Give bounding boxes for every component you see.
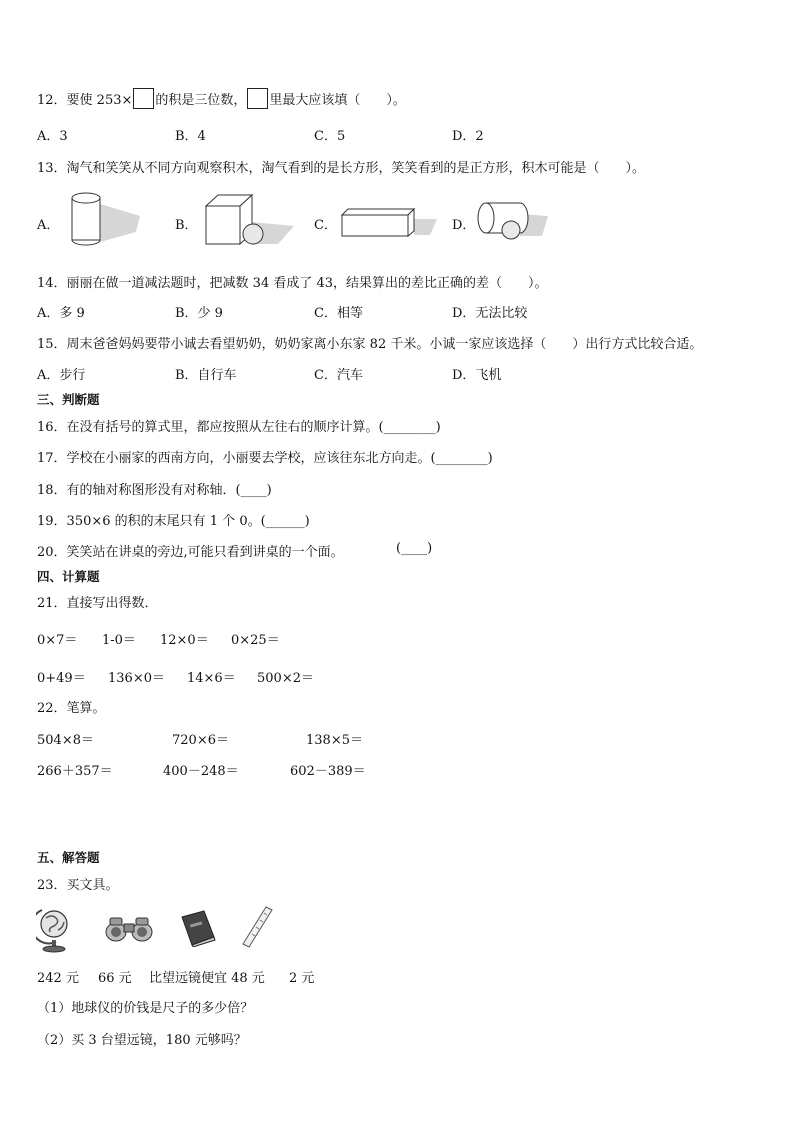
q13-label-d[interactable]: D． xyxy=(452,218,476,233)
globe-icon xyxy=(36,902,72,954)
q12-answer-box-2[interactable] xyxy=(247,88,268,109)
q12-mid: 的积是三位数， xyxy=(155,93,247,108)
cylinder-image xyxy=(62,190,142,250)
q22-item: 602－389＝ xyxy=(290,764,366,779)
q18-text: 18．有的轴对称图形没有对称轴．(____) xyxy=(37,483,272,498)
q21-item: 0×7＝ xyxy=(37,633,78,648)
q13-text: 13．淘气和笑笑从不同方向观察积木，淘气看到的是长方形，笑笑看到的是正方形，积木可能是（ ）。 xyxy=(37,161,646,176)
q12-option-d[interactable]: D．2 xyxy=(452,129,484,144)
q23-sub-2: （2）买 3 台望远镜，180 元够吗？ xyxy=(37,1033,247,1048)
q22-item: 266＋357＝ xyxy=(37,764,113,779)
q13-label-b[interactable]: B． xyxy=(175,218,198,233)
q19-text: 19．350×6 的积的末尾只有 1 个 0。(______) xyxy=(37,514,310,529)
q21-item: 14×6＝ xyxy=(187,671,236,686)
q15-text: 15．周末爸爸妈妈要带小诚去看望奶奶，奶奶家离小东家 82 千米。小诚一家应该选择（ ）出行方式比较合适。 xyxy=(37,337,703,352)
q15-option-a[interactable]: A．步行 xyxy=(37,368,86,383)
q22-item: 138×5＝ xyxy=(306,733,363,748)
q21-item: 12×0＝ xyxy=(160,633,209,648)
globe-price: 242 元 xyxy=(37,971,79,986)
q12-option-c[interactable]: C．5 xyxy=(314,129,346,144)
q14-option-c[interactable]: C．相等 xyxy=(314,306,363,321)
cuboid-image xyxy=(338,205,438,241)
section-4-heading: 四、计算题 xyxy=(37,569,100,584)
q12-line xyxy=(37,88,406,109)
ruler-price: 2 元 xyxy=(289,971,315,986)
q14-option-a[interactable]: A．多 9 xyxy=(37,306,85,321)
section-3-heading: 三、判断题 xyxy=(37,392,100,407)
q21-item: 500×2＝ xyxy=(257,671,314,686)
q21-item: 0+49＝ xyxy=(37,671,86,686)
q20-text: 20．笑笑站在讲桌的旁边,可能只看到讲桌的一个面。 xyxy=(37,545,344,560)
q23-title: 23．买文具。 xyxy=(37,878,119,893)
q21-item: 1-0＝ xyxy=(102,633,136,648)
q23-sub-1: （1）地球仪的价钱是尺子的多少倍？ xyxy=(37,1001,254,1016)
q12-option-a[interactable]: A．3 xyxy=(37,129,68,144)
q15-option-b[interactable]: B．自行车 xyxy=(175,368,237,383)
q20-blank[interactable]: (____) xyxy=(396,541,433,556)
q22-item: 400－248＝ xyxy=(163,764,239,779)
ruler-icon xyxy=(240,905,276,949)
binoculars-icon xyxy=(104,912,156,946)
q21-title: 21．直接写出得数． xyxy=(37,596,158,611)
lying-cylinder-with-ball-image xyxy=(476,198,551,244)
q12-suffix: 里最大应该填（ ）。 xyxy=(269,93,406,108)
q13-label-a[interactable]: A． xyxy=(37,218,60,233)
q12-answer-box-1[interactable] xyxy=(133,88,154,109)
q17-text: 17．学校在小丽家的西南方向，小丽要去学校，应该往东北方向走。(________) xyxy=(37,451,493,466)
q12-prefix: 12．要使 253× xyxy=(37,93,133,108)
q14-option-b[interactable]: B．少 9 xyxy=(175,306,223,321)
q22-title: 22．笔算。 xyxy=(37,701,106,716)
section-5-heading: 五、解答题 xyxy=(37,850,100,865)
q21-item: 0×25＝ xyxy=(231,633,280,648)
q22-item: 504×8＝ xyxy=(37,733,94,748)
q14-text: 14．丽丽在做一道减法题时，把减数 34 看成了 43，结果算出的差比正确的差（ ）。 xyxy=(37,276,548,291)
q12-option-b[interactable]: B．4 xyxy=(175,129,206,144)
binoculars-price: 66 元 xyxy=(98,971,132,986)
q15-option-d[interactable]: D．飞机 xyxy=(452,368,502,383)
q22-item: 720×6＝ xyxy=(172,733,229,748)
q21-item: 136×0＝ xyxy=(108,671,165,686)
book-icon xyxy=(178,907,218,947)
book-price: 比望远镜便宜 48 元 xyxy=(149,971,265,986)
cube-with-ball-image xyxy=(200,192,295,250)
q14-option-d[interactable]: D．无法比较 xyxy=(452,306,528,321)
q13-label-c[interactable]: C． xyxy=(314,218,337,233)
q15-option-c[interactable]: C．汽车 xyxy=(314,368,363,383)
q16-text: 16．在没有括号的算式里，都应按照从左往右的顺序计算。(________) xyxy=(37,420,441,435)
